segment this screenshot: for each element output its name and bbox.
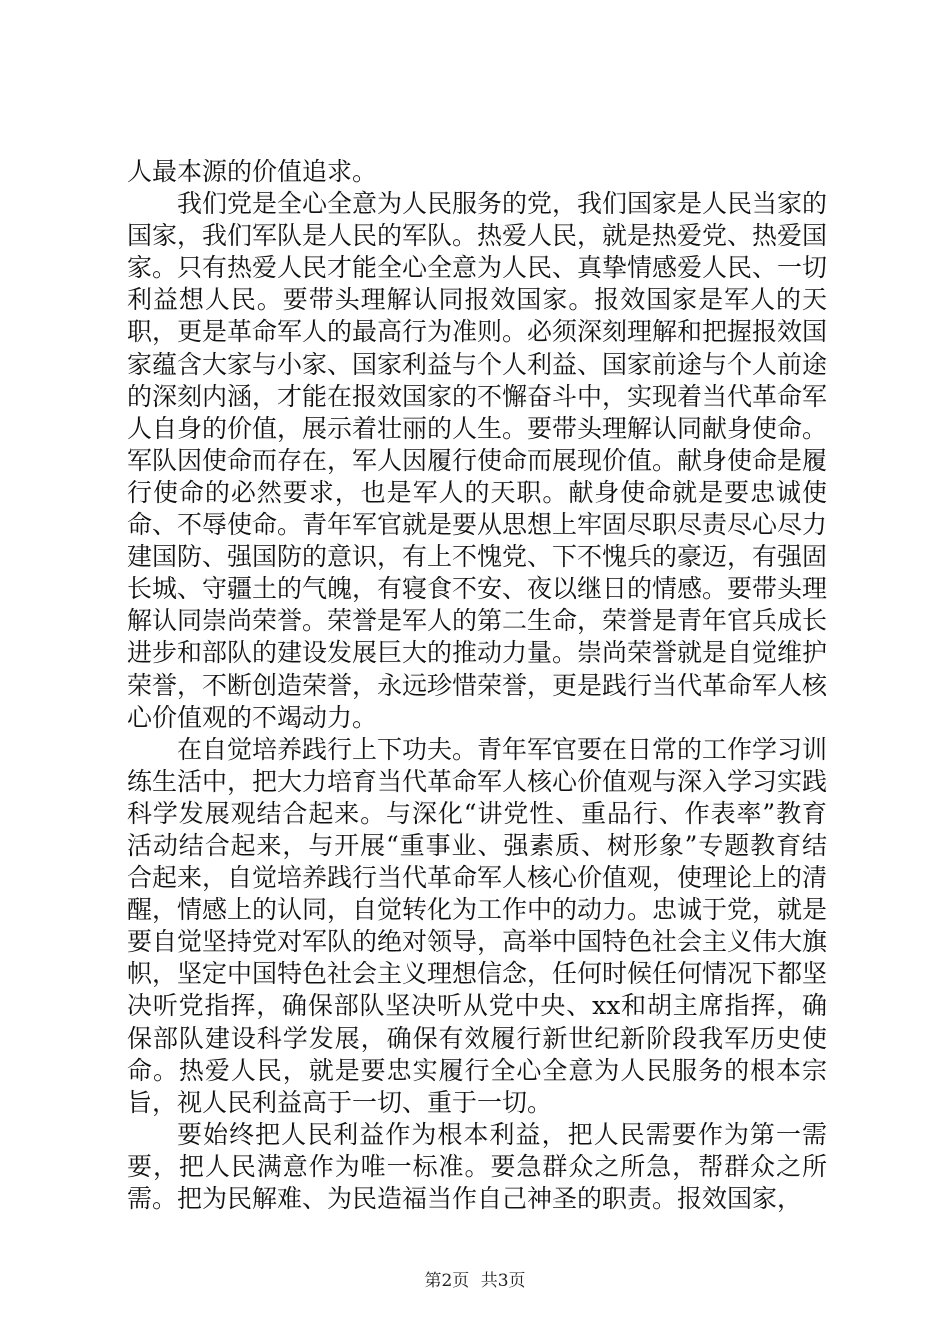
page-number: 第2页 [424, 1271, 470, 1291]
paragraph-4: 要始终把人民利益作为根本利益，把人民需要作为第一需要，把人民满意作为唯一标准。要急群众之所急，帮群众之所需。把为民解难、为民造福当作自己神圣的职责。报效国家， [127, 1119, 827, 1213]
paragraph-1: 人最本源的价值追求。 [127, 157, 378, 186]
page-total: 共3页 [480, 1271, 526, 1291]
paragraph-2: 我们党是全心全意为人民服务的党，我们国家是人民当家的国家，我们军队是人民的军队。热爱人民，就是热爱党、热爱国家。只有热爱人民才能全心全意为人民、真挚情感爱人民、一切利益想人民。要带头理解认同报效国家。报效国家是军人的天职，更是革命军人的最高行为准则。必须深刻理解和把握报效国家蕴含大家与小家、国家利益与个人利益、国家前途与个人前途的深刻内涵，才能在报效国家的不懈奋斗中，实现着当代革命军人自身的价值，展示着壮丽的人生。要带头理解认同献身使命。军队因使命而存在，军人因履行使命而展现价值。献身使命是履行使命的必然要求，也是军人的天职。献身使命就是要忠诚使命、不辱使命。青年军官就是要从思想上牢固尽职尽责尽心尽力建国防、强国防的意识，有上不愧党、下不愧兵的豪迈，有强固长城、守疆土的气魄，有寝食不安、夜以继日的情感。要带头理解认同崇尚荣誉。荣誉是军人的第二生命，荣誉是青年官兵成长进步和部队的建设发展巨大的推动力量。崇尚荣誉就是自觉维护荣誉，不断创造荣誉，永远珍惜荣誉，更是践行当代革命军人核心价值观的不竭动力。 [127, 189, 828, 732]
paragraph-3: 在自觉培养践行上下功夫。青年军官要在日常的工作学习训练生活中，把大力培育当代革命军人核心价值观与深入学习实践科学发展观结合起来。与深化“讲党性、重品行、作表率”教育活动结合起来，与开展“重事业、强素质、树形象”专题教育结合起来，自觉培养践行当代革命军人核心价值观，使理论上的清醒，情感上的认同，自觉转化为工作中的动力。忠诚于党，就是要自觉坚持党对军队的绝对领导，高举中国特色社会主义伟大旗帜，坚定中国特色社会主义理想信念，任何时候任何情况下都坚决听党指挥，确保部队坚决听从党中央、xx和胡主席指挥，确保部队建设科学发展，确保有效履行新世纪新阶段我军历史使命。热爱人民，就是要忠实履行全心全意为人民服务的根本宗旨，视人民利益高于一切、重于一切。 [127, 734, 828, 1117]
page-footer [0, 1266, 950, 1291]
document-body [127, 156, 827, 1215]
